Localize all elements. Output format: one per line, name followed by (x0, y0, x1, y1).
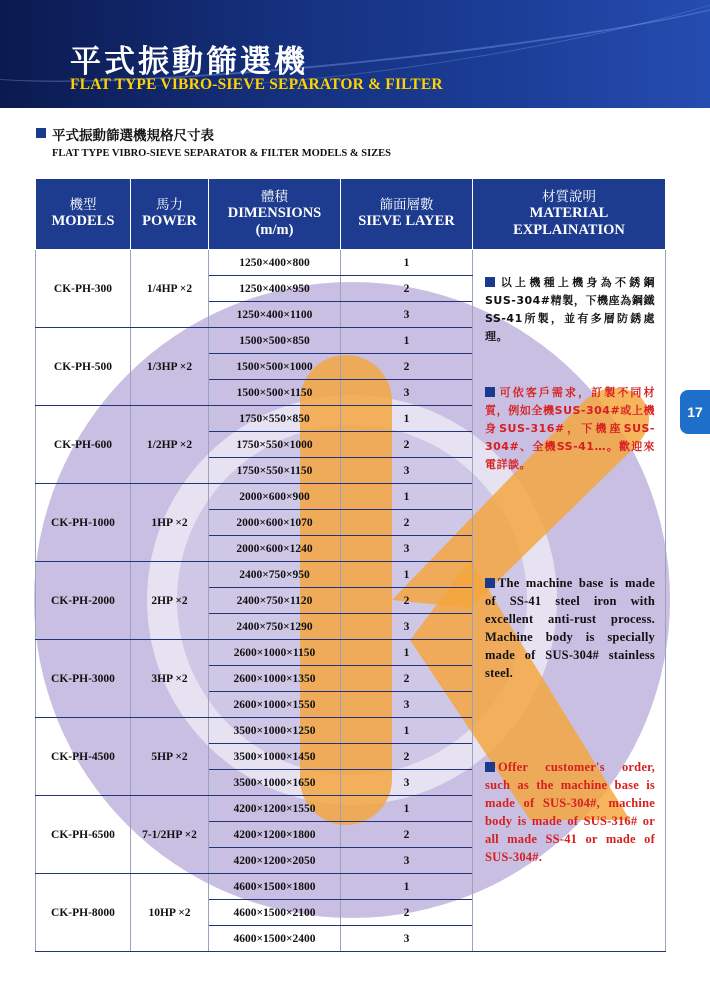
dimension-cell: 2600×1000×1550 (209, 692, 341, 718)
sieve-layer-cell: 3 (341, 458, 473, 484)
dimension-cell: 1250×400×1100 (209, 302, 341, 328)
dimension-cell: 4200×1200×1800 (209, 822, 341, 848)
dimension-cell: 1500×500×850 (209, 328, 341, 354)
material-note (485, 274, 655, 346)
sieve-layer-cell: 3 (341, 848, 473, 874)
dimension-cell: 2000×600×900 (209, 484, 341, 510)
model-cell: CK-PH-600 (36, 406, 131, 484)
sieve-layer-cell: 3 (341, 770, 473, 796)
dimension-cell: 4200×1200×1550 (209, 796, 341, 822)
dimension-cell: 3500×1000×1650 (209, 770, 341, 796)
dimension-cell: 4600×1500×2100 (209, 900, 341, 926)
page-title-zh: 平式振動篩選機 (70, 44, 308, 80)
header-material: 材質說明 MATERIAL EXPLAINATION (473, 179, 666, 250)
section-title-en: FLAT TYPE VIBRO-SIEVE SEPARATOR & FILTER MODELS & SIZES (52, 148, 392, 159)
material-note (485, 574, 655, 682)
model-cell: CK-PH-2000 (36, 562, 131, 640)
sieve-layer-cell: 2 (341, 666, 473, 692)
sieve-layer-cell: 2 (341, 588, 473, 614)
sieve-layer-cell: 2 (341, 510, 473, 536)
material-note (485, 384, 655, 474)
model-cell: CK-PH-1000 (36, 484, 131, 562)
dimension-cell: 1750×550×1000 (209, 432, 341, 458)
dimension-cell: 2400×750×1120 (209, 588, 341, 614)
dimension-cell: 2600×1000×1350 (209, 666, 341, 692)
model-cell: CK-PH-8000 (36, 874, 131, 952)
dimension-cell: 2600×1000×1150 (209, 640, 341, 666)
material-note-text: 以上機種上機身為不銹鋼SUS-304#精製，下機座為鋼鐵SS-41所製，並有多層防銹處理。 (485, 276, 655, 343)
sieve-layer-cell: 3 (341, 380, 473, 406)
power-cell: 7-1/2HP ×2 (131, 796, 209, 874)
power-cell: 10HP ×2 (131, 874, 209, 952)
dimension-cell: 1500×500×1150 (209, 380, 341, 406)
model-cell: CK-PH-4500 (36, 718, 131, 796)
dimension-cell: 1750×550×850 (209, 406, 341, 432)
power-cell: 1/2HP ×2 (131, 406, 209, 484)
power-cell: 1HP ×2 (131, 484, 209, 562)
material-explanation-cell (473, 250, 666, 952)
note-bullet-icon (485, 387, 495, 397)
model-cell: CK-PH-300 (36, 250, 131, 328)
sieve-layer-cell: 1 (341, 718, 473, 744)
sieve-layer-cell: 1 (341, 250, 473, 276)
spec-table (35, 178, 666, 952)
sieve-layer-cell: 2 (341, 744, 473, 770)
sieve-layer-cell: 3 (341, 614, 473, 640)
header-power: 馬力 POWER (131, 179, 209, 250)
note-bullet-icon (485, 762, 495, 772)
model-cell: CK-PH-500 (36, 328, 131, 406)
dimension-cell: 1750×550×1150 (209, 458, 341, 484)
dimension-cell: 2000×600×1070 (209, 510, 341, 536)
dimension-cell: 1500×500×1000 (209, 354, 341, 380)
dimension-cell: 2400×750×950 (209, 562, 341, 588)
sieve-layer-cell: 2 (341, 900, 473, 926)
sieve-layer-cell: 1 (341, 484, 473, 510)
header-models: 機型 MODELS (36, 179, 131, 250)
sieve-layer-cell: 3 (341, 926, 473, 952)
material-note (485, 758, 655, 866)
note-bullet-icon (485, 277, 495, 287)
dimension-cell: 1250×400×800 (209, 250, 341, 276)
sieve-layer-cell: 1 (341, 640, 473, 666)
dimension-cell: 1250×400×950 (209, 276, 341, 302)
power-cell: 5HP ×2 (131, 718, 209, 796)
material-note-text: The machine base is made of SS-41 steel iron with excellent anti-rust process. Machine body is specially made of SUS-304# stainless steel. (485, 576, 655, 680)
material-note-text: 可依客戶需求，訂製不同材質，例如全機SUS-304#或上機身SUS-316#，下機座SUS-304#、全機SS-41…。歡迎來電詳談。 (485, 386, 655, 471)
power-cell: 3HP ×2 (131, 640, 209, 718)
sieve-layer-cell: 1 (341, 796, 473, 822)
dimension-cell: 2000×600×1240 (209, 536, 341, 562)
power-cell: 1/3HP ×2 (131, 328, 209, 406)
dimension-cell: 4600×1500×2400 (209, 926, 341, 952)
dimension-cell: 3500×1000×1450 (209, 744, 341, 770)
sieve-layer-cell: 2 (341, 276, 473, 302)
sieve-layer-cell: 1 (341, 874, 473, 900)
header-dimensions: 體積 DIMENSIONS (m/m) (209, 179, 341, 250)
sieve-layer-cell: 3 (341, 536, 473, 562)
sieve-layer-cell: 1 (341, 406, 473, 432)
section-title-zh: 平式振動篩選機規格尺寸表 (52, 128, 214, 144)
dimension-cell: 3500×1000×1250 (209, 718, 341, 744)
dimension-cell: 4600×1500×1800 (209, 874, 341, 900)
header-sieve-layer: 篩面層數 SIEVE LAYER (341, 179, 473, 250)
sieve-layer-cell: 1 (341, 328, 473, 354)
table-header-row (36, 179, 666, 250)
page-title-en: FLAT TYPE VIBRO-SIEVE SEPARATOR & FILTER (70, 76, 443, 93)
model-cell: CK-PH-3000 (36, 640, 131, 718)
model-cell: CK-PH-6500 (36, 796, 131, 874)
power-cell: 2HP ×2 (131, 562, 209, 640)
sieve-layer-cell: 2 (341, 432, 473, 458)
table-row (36, 250, 666, 276)
dimension-cell: 2400×750×1290 (209, 614, 341, 640)
sieve-layer-cell: 2 (341, 822, 473, 848)
note-bullet-icon (485, 578, 495, 588)
sieve-layer-cell: 2 (341, 354, 473, 380)
sieve-layer-cell: 3 (341, 692, 473, 718)
material-note-text: Offer customer's order, such as the machine base is made of SUS-304#, machine body is made of SUS-316# or all made SS-41 or made of SUS-304#. (485, 760, 655, 864)
dimension-cell: 4200×1200×2050 (209, 848, 341, 874)
power-cell: 1/4HP ×2 (131, 250, 209, 328)
sieve-layer-cell: 1 (341, 562, 473, 588)
page-number-tab: 17 (680, 390, 710, 434)
sieve-layer-cell: 3 (341, 302, 473, 328)
